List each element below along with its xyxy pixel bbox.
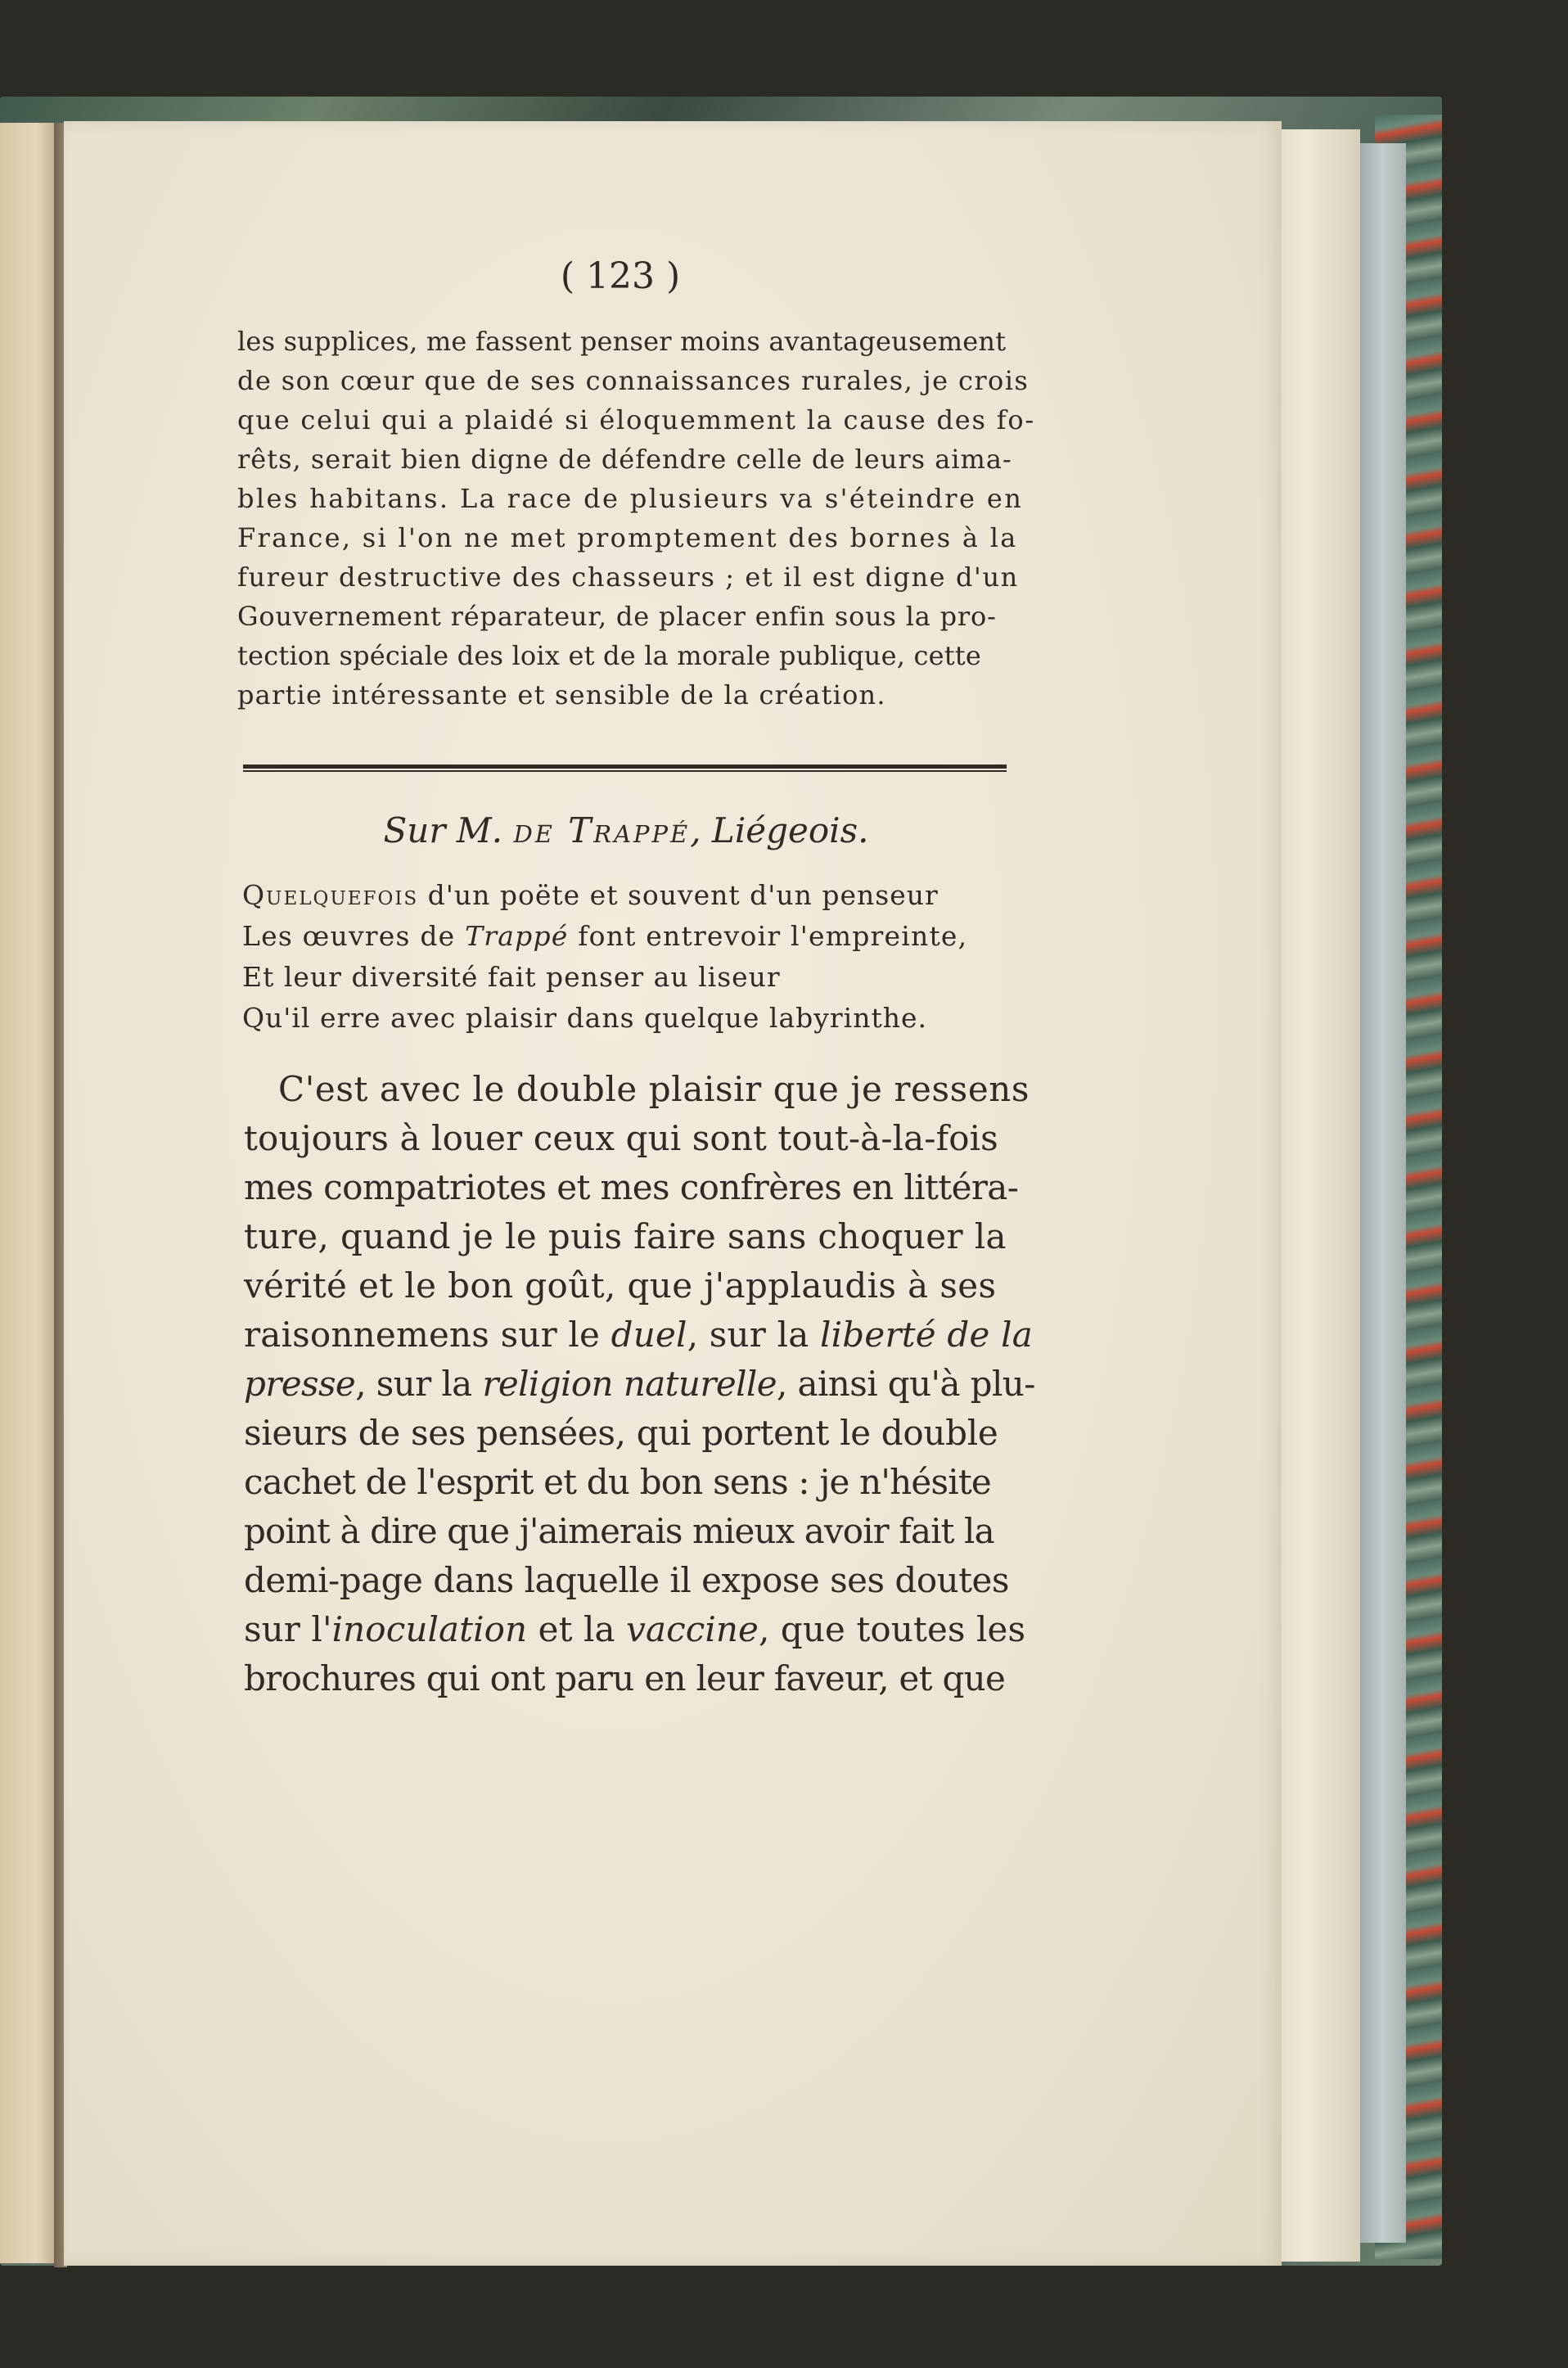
text-line: de son cœur que de ses connaissances rurales, je crois bbox=[237, 365, 1030, 396]
italic-term: vaccine bbox=[626, 1609, 759, 1649]
text-line: partie intéressante et sensible de la création. bbox=[237, 679, 886, 710]
page-edges bbox=[1268, 129, 1360, 2262]
text-line: C'est avec le double plaisir que je ressens bbox=[278, 1069, 1030, 1109]
verse-line: Qu'il erre avec plaisir dans quelque labyrinthe. bbox=[242, 1002, 928, 1034]
text-line bbox=[244, 1315, 1033, 1355]
italic-term: duel bbox=[611, 1315, 687, 1355]
text-line: que celui qui a plaidé si éloquemment la cause des fo- bbox=[237, 404, 1036, 435]
verse-line bbox=[242, 920, 967, 952]
italic-term: presse bbox=[244, 1364, 356, 1404]
text-line: tection spéciale des loix et de la morale publique, cette bbox=[237, 640, 981, 671]
heading-name: de Trappé bbox=[513, 810, 691, 850]
italic-term: religion naturelle bbox=[482, 1364, 777, 1404]
text-line: point à dire que j'aimerais mieux avoir fait la bbox=[244, 1511, 994, 1551]
text-line: toujours à louer ceux qui sont tout-à-la-fois bbox=[244, 1118, 998, 1158]
text-line: demi-page dans laquelle il expose ses doutes bbox=[244, 1560, 1009, 1600]
section-rule-thick bbox=[243, 765, 1007, 769]
heading-prefix: Sur M. bbox=[383, 810, 503, 850]
verse-text: Les œuvres de bbox=[242, 920, 466, 952]
verse-text: font entrevoir l'empreinte, bbox=[568, 920, 968, 952]
page-number: ( 123 ) bbox=[560, 255, 681, 297]
text-run: et la bbox=[527, 1609, 627, 1649]
text-line: vérité et le bon goût, que j'applaudis à ses bbox=[244, 1265, 997, 1306]
verse-italic: Trappé bbox=[465, 920, 569, 952]
section-rule-thin bbox=[243, 770, 1007, 772]
italic-term: liberté de la bbox=[820, 1315, 1033, 1355]
verse-line bbox=[242, 879, 939, 911]
text-run: , que toutes les bbox=[759, 1609, 1026, 1649]
text-line: rêts, serait bien digne de défendre celle de leurs aima- bbox=[237, 444, 1012, 475]
text-line bbox=[244, 1364, 1035, 1404]
verse-text: d'un poëte et souvent d'un penseur bbox=[418, 879, 939, 911]
text-line: fureur destructive des chasseurs ; et il est digne d'un bbox=[237, 562, 1019, 593]
text-run: , sur la bbox=[355, 1364, 483, 1404]
text-line bbox=[244, 1609, 1025, 1649]
text-run: raisonnemens sur le bbox=[244, 1315, 611, 1355]
text-line: bles habitans. La race de plusieurs va s'éteindre en bbox=[237, 483, 1024, 514]
text-run: , ainsi qu'à plu- bbox=[777, 1364, 1035, 1404]
italic-term: inoculation bbox=[331, 1609, 528, 1649]
facing-page-edge bbox=[0, 123, 61, 2263]
section-heading bbox=[246, 810, 1007, 850]
text-line: ture, quand je le puis faire sans choquer la bbox=[244, 1216, 1007, 1256]
text-line: cachet de l'esprit et du bon sens : je n'hésite bbox=[244, 1462, 991, 1502]
cover-board-strip bbox=[1358, 143, 1406, 2243]
text-line: France, si l'on ne met promptement des bornes à la bbox=[237, 522, 1018, 553]
text-line: mes compatriotes et mes confrères en littéra- bbox=[244, 1167, 1019, 1207]
text-run: , sur la bbox=[687, 1315, 821, 1355]
text-line: brochures qui ont paru en leur faveur, et que bbox=[244, 1658, 1006, 1698]
text-line: Gouvernement réparateur, de placer enfin sous la pro- bbox=[237, 601, 997, 632]
verse-line: Et leur diversité fait penser au liseur bbox=[242, 961, 781, 993]
text-line: sieurs de ses pensées, qui portent le double bbox=[244, 1413, 998, 1453]
text-run: sur l' bbox=[244, 1609, 332, 1649]
text-line: les supplices, me fassent penser moins avantageusement bbox=[237, 326, 1007, 357]
verse-initial-word: Quelquefois bbox=[242, 879, 419, 911]
heading-suffix: , Liégeois. bbox=[690, 810, 869, 850]
